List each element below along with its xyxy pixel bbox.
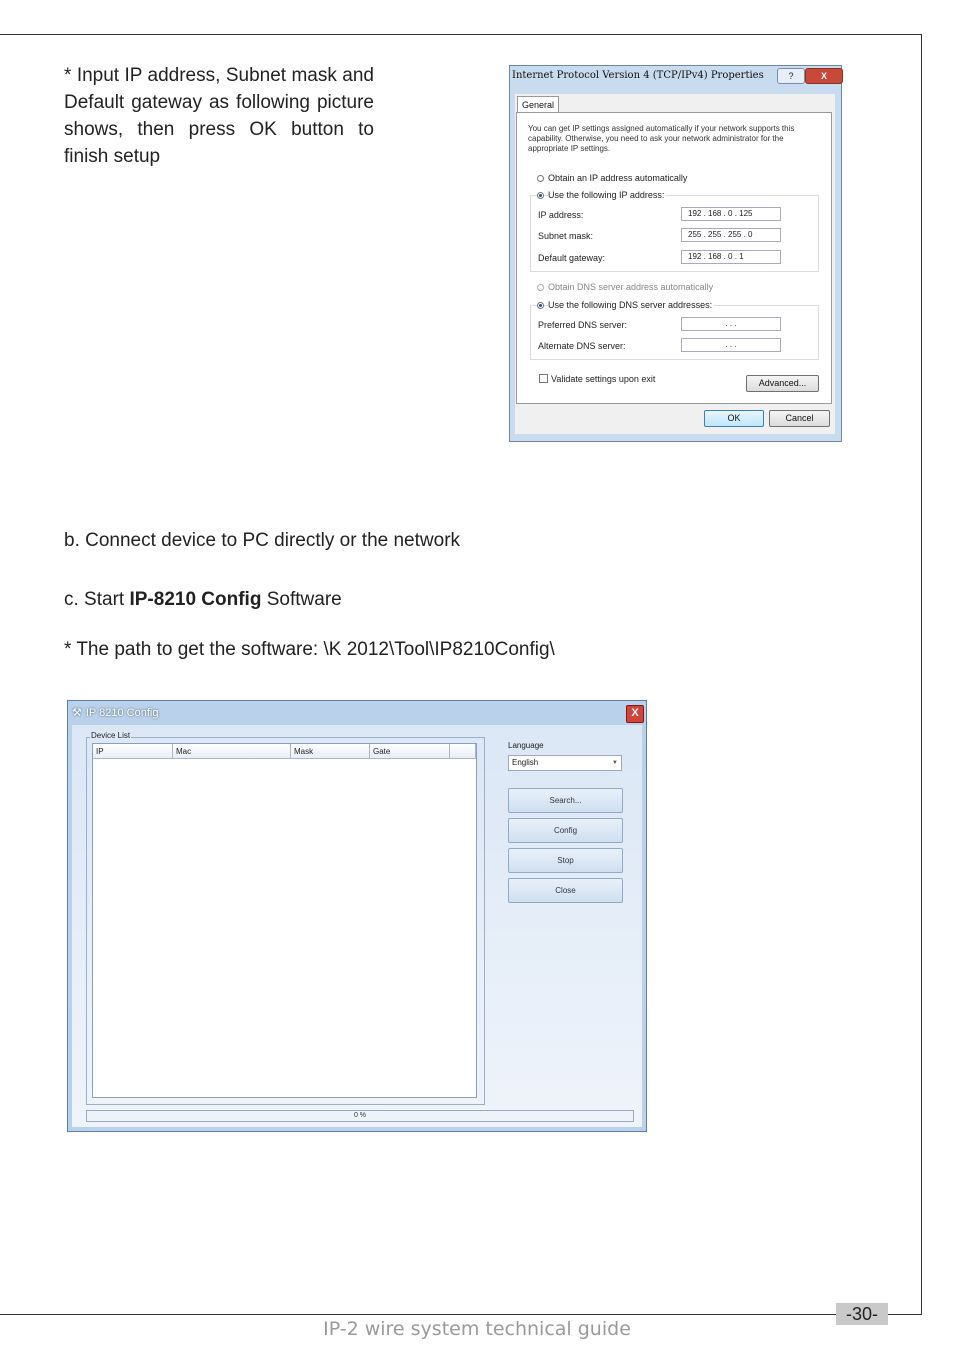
- cancel-button[interactable]: Cancel: [769, 410, 830, 427]
- language-label: Language: [508, 741, 544, 750]
- app-icon: ⚒: [72, 707, 82, 719]
- step-c-software-name: IP-8210 Config: [129, 589, 262, 610]
- step-c-prefix: c. Start: [64, 589, 130, 610]
- column-header-ip[interactable]: IP: [93, 744, 173, 759]
- tcpip-properties-dialog: [509, 65, 842, 442]
- radio-manual-dns[interactable]: [537, 302, 544, 309]
- window-client-area: [72, 725, 642, 1127]
- page-number: -30-: [836, 1303, 888, 1325]
- subnet-mask-label: Subnet mask:: [538, 231, 594, 241]
- radio-auto-dns[interactable]: [537, 284, 544, 291]
- advanced-button[interactable]: Advanced...: [746, 375, 819, 392]
- footer-text: IP-2 wire system technical guide: [323, 1318, 631, 1340]
- language-select[interactable]: [508, 755, 622, 771]
- tab-general[interactable]: General: [517, 96, 559, 113]
- dialog-title: Internet Protocol Version 4 (TCP/IPv4) Properties: [512, 70, 764, 81]
- page-border-right: [921, 34, 922, 1315]
- radio-manual-ip-label: Use the following IP address:: [548, 190, 665, 200]
- preferred-dns-label: Preferred DNS server:: [538, 320, 628, 330]
- column-header-empty: [450, 744, 476, 759]
- step-c-suffix: Software: [261, 589, 342, 610]
- alternate-dns-field[interactable]: . . .: [681, 338, 781, 352]
- window-title: IP 8210 Config: [85, 707, 159, 719]
- config-button[interactable]: Config: [508, 818, 623, 843]
- radio-manual-dns-label: Use the following DNS server addresses:: [548, 300, 713, 310]
- ip-address-label: IP address:: [538, 210, 584, 220]
- stop-button[interactable]: Stop: [508, 848, 623, 873]
- radio-auto-ip[interactable]: [537, 175, 544, 182]
- page-border-bottom: [0, 1314, 922, 1315]
- language-value: English: [512, 758, 539, 767]
- validate-checkbox[interactable]: [539, 374, 548, 383]
- close-button[interactable]: X: [805, 68, 843, 84]
- window-title-bar: [72, 701, 632, 725]
- default-gateway-label: Default gateway:: [538, 253, 606, 263]
- column-header-gate[interactable]: Gate: [370, 744, 450, 759]
- step-b-text: b. Connect device to PC directly or the network: [64, 530, 461, 551]
- dialog-info-text: You can get IP settings assigned automatically if your network supports this capability. Otherwise, you need to ask your network administrator for the appropriate IP settings.: [528, 124, 795, 153]
- path-note: * The path to get the software: \K 2012\Tool\IP8210Config\: [64, 639, 555, 660]
- ip8210-config-window: [67, 700, 647, 1132]
- validate-label: Validate settings upon exit: [551, 374, 656, 384]
- page-border-top: [0, 34, 922, 35]
- step-c-text: [64, 589, 342, 611]
- radio-auto-ip-label: Obtain an IP address automatically: [548, 173, 688, 183]
- close-app-button[interactable]: Close: [508, 878, 623, 903]
- default-gateway-field[interactable]: 192 . 168 . 0 . 1: [681, 250, 781, 264]
- column-header-mac[interactable]: Mac: [173, 744, 291, 759]
- window-close-button[interactable]: X: [626, 705, 644, 723]
- dropdown-arrow-icon: ▼: [612, 760, 618, 766]
- ok-button[interactable]: OK: [704, 410, 764, 427]
- device-list-label: Device List: [91, 731, 131, 740]
- intro-paragraph: * Input IP address, Subnet mask and Default gateway as following picture shows, then press OK button to finish setup: [64, 65, 374, 167]
- subnet-mask-field[interactable]: 255 . 255 . 255 . 0: [681, 228, 781, 242]
- search-button[interactable]: Search...: [508, 788, 623, 813]
- device-list[interactable]: [92, 743, 477, 1098]
- help-button[interactable]: ?: [777, 68, 805, 84]
- ip-address-field[interactable]: 192 . 168 . 0 . 125: [681, 207, 781, 221]
- progress-bar: 0 %: [86, 1110, 634, 1122]
- column-header-mask[interactable]: Mask: [291, 744, 370, 759]
- alternate-dns-label: Alternate DNS server:: [538, 341, 626, 351]
- radio-manual-ip[interactable]: [537, 192, 544, 199]
- radio-auto-dns-label: Obtain DNS server address automatically: [548, 282, 714, 292]
- preferred-dns-field[interactable]: . . .: [681, 317, 781, 331]
